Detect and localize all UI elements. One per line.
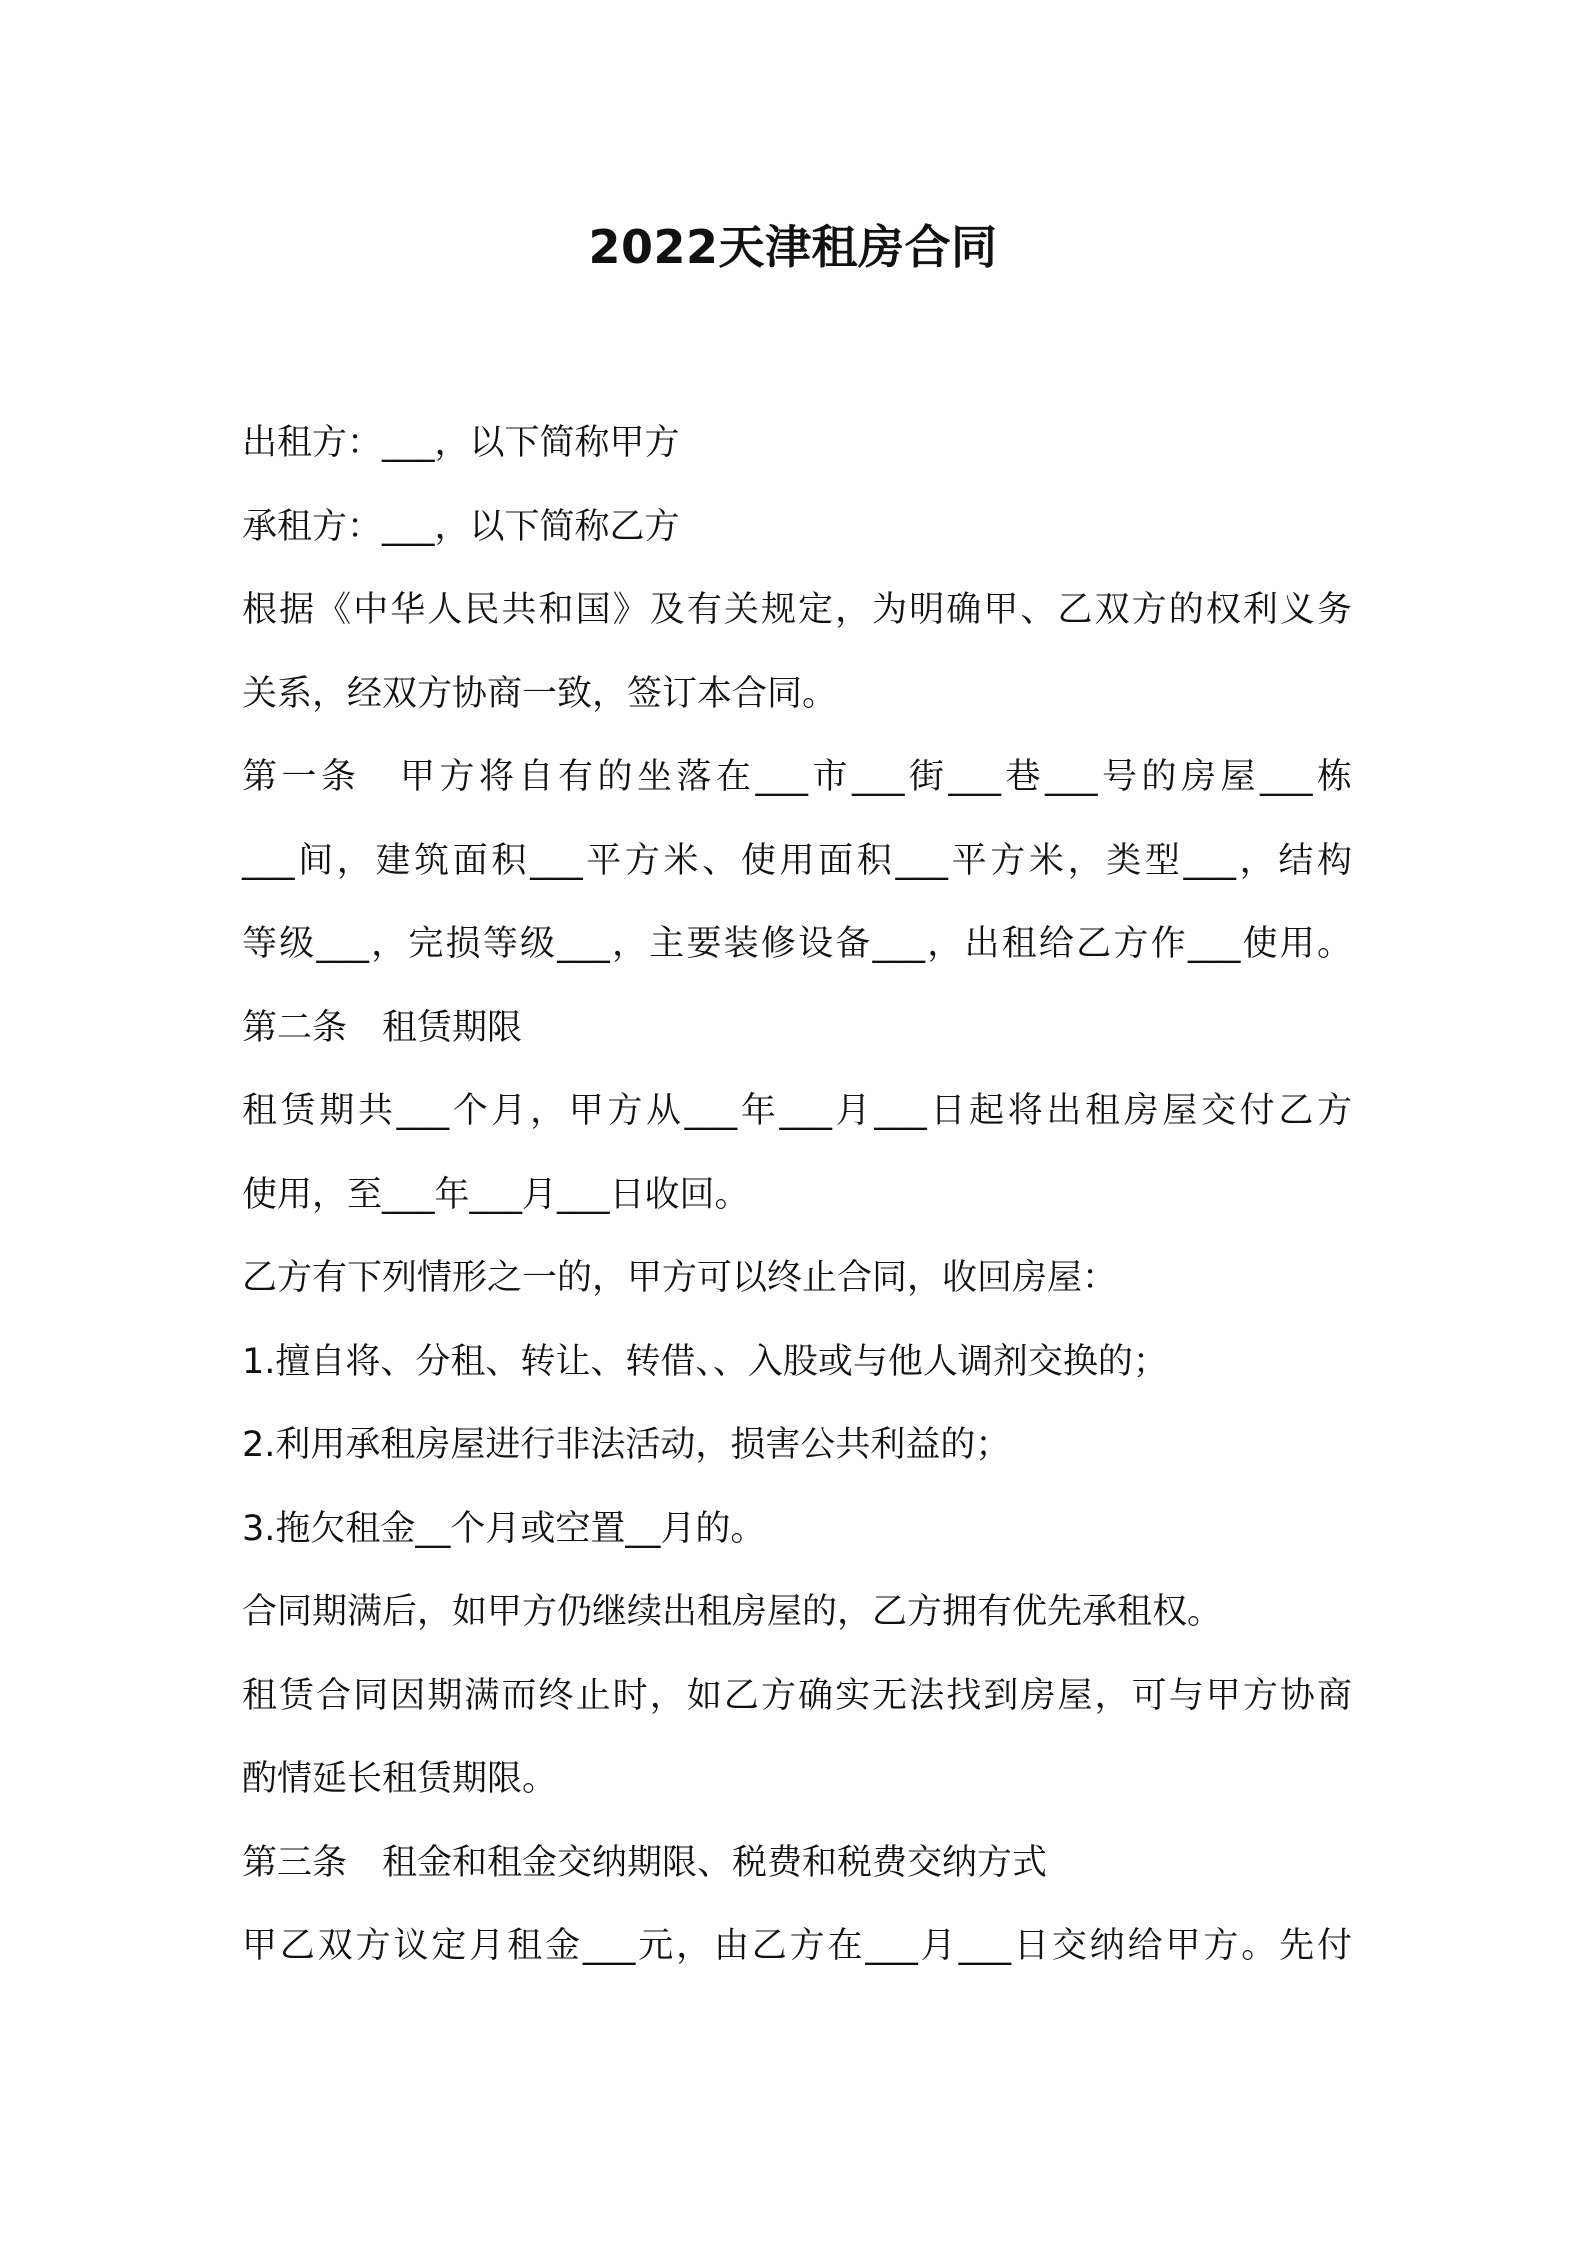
document-body [242, 402, 1352, 1989]
text-line-basis: 根据《中华人民共和国》及有关规定，为明确甲、乙双方的权利义务 [242, 590, 1352, 630]
text-line-article-1-cont-2: 等级___，完损等级___，主要装修设备___，出租给乙方作___使用。 [242, 924, 1352, 964]
text-line-article-2-heading: 第二条 租赁期限 [242, 1007, 523, 1048]
text-line-priority: 合同期满后，如甲方仍继续出租房屋的，乙方拥有优先承租权。 [242, 1592, 1223, 1632]
text-line-basis-cont: 关系，经双方协商一致，签订本合同。 [242, 673, 838, 714]
text-line-item-3: 3.拖欠租金__个月或空置__月的。 [242, 1508, 766, 1549]
text-line-termination: 乙方有下列情形之一的，甲方可以终止合同，收回房屋： [242, 1258, 1118, 1298]
text-line-item-2: 2.利用承租房屋进行非法活动，损害公共利益的； [242, 1425, 1011, 1465]
document-title: 2022天津租房合同 [588, 220, 998, 274]
text-line-extension: 租赁合同因期满而终止时，如乙方确实无法找到房屋，可与甲方协商 [242, 1675, 1352, 1716]
text-line-item-1: 1.擅自将、分租、转让、转借、、入股或与他人调剂交换的； [242, 1341, 1168, 1382]
text-line-extension-cont: 酌情延长租赁期限。 [242, 1759, 558, 1799]
text-line-article-3-heading: 第三条 租金和租金交纳期限、税费和税费交纳方式 [242, 1842, 1048, 1883]
text-line-lessor: 出租方：___，以下简称甲方 [242, 423, 680, 463]
text-line-rent: 甲乙双方议定月租金___元，由乙方在___月___日交纳给甲方。先付 [242, 1926, 1352, 1966]
text-line-lessee: 承租方：___，以下简称乙方 [242, 506, 680, 547]
text-line-term-cont: 使用，至___年___月___日收回。 [242, 1174, 750, 1215]
text-line-term: 租赁期共___个月，甲方从___年___月___日起将出租房屋交付乙方 [242, 1091, 1352, 1131]
text-line-article-1-cont: ___间，建筑面积___平方米、使用面积___平方米，类型___，结构 [242, 840, 1352, 881]
text-line-article-1: 第一条 甲方将自有的坐落在___市___街___巷___号的房屋___栋 [242, 757, 1352, 797]
